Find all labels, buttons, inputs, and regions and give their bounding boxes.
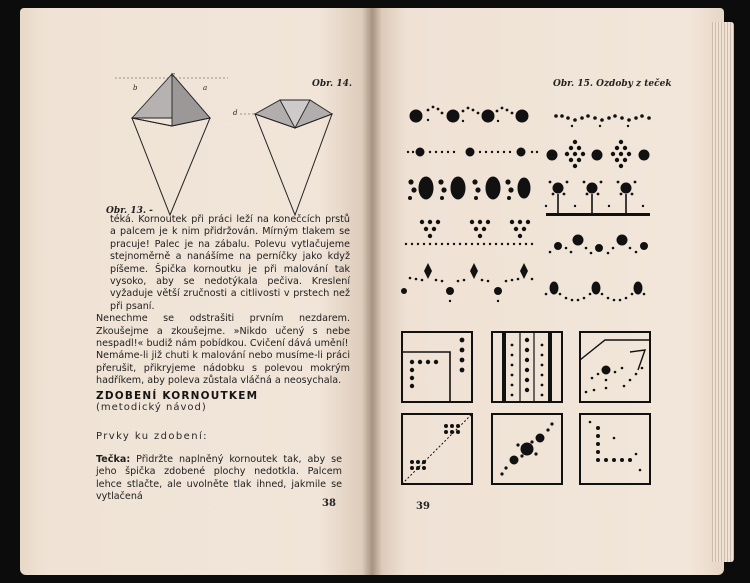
- dot-ornament-tiles: [400, 330, 660, 490]
- section-subheading: (metodický návod): [96, 402, 207, 413]
- label-b: b: [133, 84, 138, 92]
- tecka-paragraph: [96, 454, 342, 504]
- right-page-number: 39: [416, 501, 430, 512]
- book-gutter: [362, 8, 382, 575]
- paragraph-3: Nemáme-li již chuti k malování nebo musíme-li práci přerušit, přikryjeme nádobku s polevou mokrým hadříkem, aby poleva zůstala vláčná a neosychala.: [96, 350, 350, 387]
- page-edges: [712, 22, 734, 562]
- label-c: c: [171, 71, 175, 79]
- paragraph-2: Nenechme se odstrašiti prvním nezdarem. Zkoušejme a zkoušejme. »Nikdo učený s nebe nespadl!« budiž nám pobídkou. Cvičení dává umění!: [96, 313, 350, 350]
- tecka-text: Přidržte naplněný kornoutek tak, aby se jeho špička zdobené plochy nedotkla. Palcem lehce stlačte, ale uvolněte tlak ihned, jakmile se vytlačená: [96, 454, 342, 503]
- elements-label: Prvky ku zdobení:: [96, 431, 208, 442]
- figure-15-caption: Obr. 15. Ozdoby z teček: [553, 79, 672, 89]
- dot-ornament-bands: [400, 96, 660, 311]
- paragraph-1: téká. Kornoutek při práci leží na konečcích prstů a palcem je k nim přidržován. Mírným tlakem se pracuje! Palec je na zábalu. Polevu vytlačujeme stejnoměrně a nanášíme na perníčky jako když píšeme. Špička kornoutku je při malování tak vysoko, aby se nedotýkala pečiva. Kreslení vyžaduje větší zručnosti a citlivosti v prstech než při psaní.: [110, 214, 350, 312]
- figure-14-caption: Obr. 14.: [312, 79, 352, 89]
- label-a: a: [203, 84, 208, 92]
- tecka-term: Tečka:: [96, 454, 131, 465]
- figure-13-cones: [110, 70, 355, 220]
- section-heading: ZDOBENÍ KORNOUTKEM: [96, 390, 259, 402]
- body-text: [96, 214, 350, 388]
- left-page-number: 38: [322, 498, 336, 509]
- figure-13-caption: Obr. 13. -: [106, 206, 153, 216]
- label-d: d: [233, 109, 238, 117]
